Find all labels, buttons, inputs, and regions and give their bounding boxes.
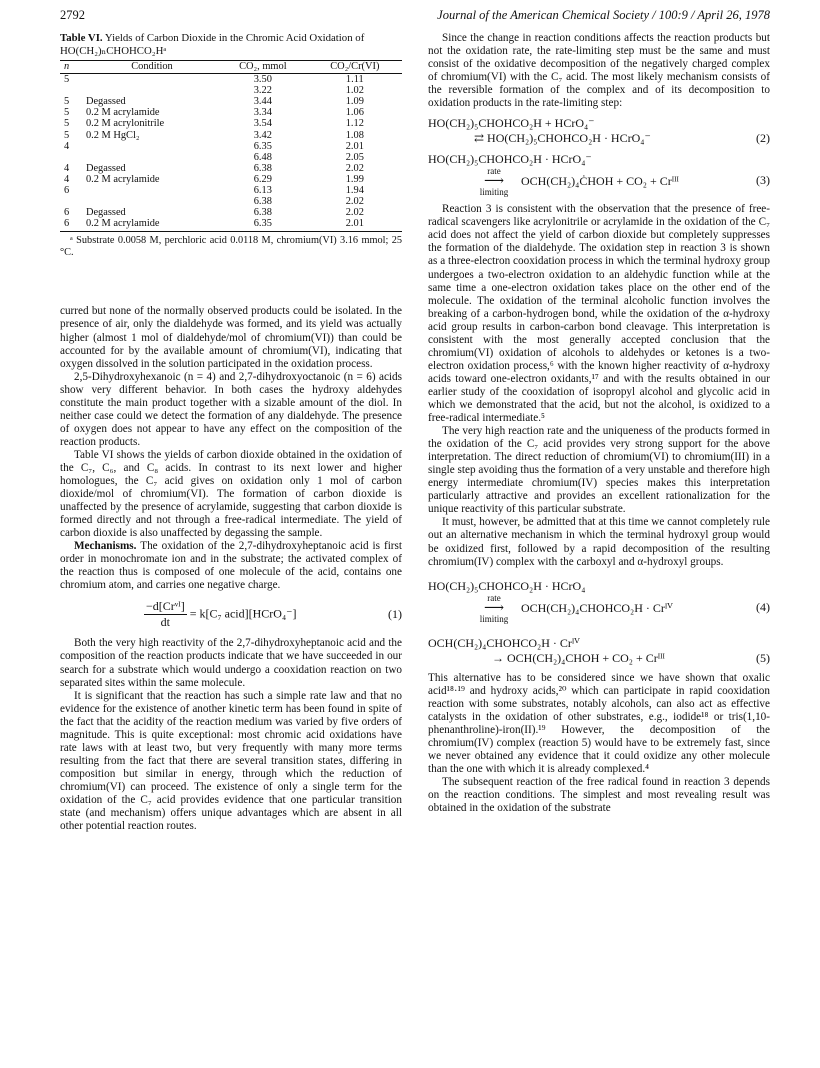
cell-condition [86,152,218,163]
col-header-condition: Condition [86,61,218,74]
cell-co2-cr-ratio: 2.02 [345,196,364,208]
arrow-label-bottom: limiting [479,613,509,624]
cell-condition: 0.2 M acrylamide [85,107,160,119]
table-caption [60,32,402,57]
table-row [60,218,402,232]
cell-co2-mmol: 6.35 [218,218,308,232]
cell-co2-cr-ratio: 2.02 [345,207,364,219]
cell-co2-cr-ratio: 2.01 [345,140,364,152]
cell-condition: 0.2 M acrylamide [85,173,160,185]
equation-line: OCH(CH₂)₄CHOHCO₂H · Crᴵⱽ [428,635,580,650]
equation-line [428,131,770,146]
cell-co2-mmol: 3.42 [253,129,272,141]
right-column [428,32,770,815]
cell-n: 4 [64,173,70,185]
paragraph: The subsequent reaction of the free radical found in reaction 3 depends on the reaction conditions. The simplest and most revealing result was obtained in the oxidation of the substrate [428,775,770,815]
equation-5 [428,636,770,666]
cell-condition [86,85,218,96]
cell-n [60,196,86,207]
fraction-denominator: dt [160,615,171,630]
cell-n: 4 [64,140,70,152]
arrow-label-top: rate [487,592,501,603]
cell-co2-cr-ratio: 2.01 [308,218,402,232]
running-header [60,8,770,26]
equation-number: (3) [756,173,770,188]
cell-n: 5 [64,107,70,119]
cell-n: 5 [64,118,70,130]
equation-number: (2) [756,131,770,146]
cell-co2-mmol: 3.50 [253,74,272,86]
cell-n: 5 [64,74,70,86]
arrow-icon: ⟶ [483,174,505,190]
cell-co2-mmol: 3.22 [253,85,272,97]
cell-co2-mmol: 6.48 [253,151,272,163]
equation-1 [60,599,402,630]
cell-co2-cr-ratio: 1.94 [345,185,364,197]
cell-condition [86,196,218,207]
cell-condition: 0.2 M acrylamide [86,218,218,232]
cell-condition: Degassed [85,96,126,108]
cell-co2-mmol: 3.44 [253,96,272,108]
journal-citation: Journal of the American Chemical Society / 100:9 / April 26, 1978 [437,8,770,22]
col-header-co2-mmol: CO₂, mmol [218,61,308,74]
cell-condition: 0.2 M HgCl₂ [85,129,140,141]
rate-limiting-arrow [470,594,518,624]
table-row [60,130,402,141]
table-body [60,74,402,232]
col-header-n: n [60,61,86,74]
table-label: Table VI. [60,32,103,44]
equation-text: → OCH(CH₂)₄CHOH + CO₂ + Crᴵᴵᴵ [492,650,665,665]
paragraph: It must, however, be admitted that at this time we cannot completely rule out an alternative mechanism in which the terminal hydroxyl group would be oxidized first, followed by a rapid decomposition of the resulting chromium(IV) complex with the carboxyl and α-hydroxyl groups. [428,516,770,568]
paragraph: Table VI shows the yields of carbon dioxide obtained in the oxidation of the C₇, C₆, and C₈ acids. In contrast to its next lower and higher homologues, the C₇ acid gives on oxidation only 1 mol of carbon dioxide/mol of chromium(VI). The formation of carbon dioxide is unaffected by the presence of acrylamide, suggesting that carbon dioxide is formed directly and not through a free-radical intermediate. The yield of carbon dioxide is also unaffected by degassing the sample. [60,448,402,540]
equation-number: (4) [756,599,770,614]
cell-n: 5 [64,96,70,108]
table-row [60,85,402,96]
cell-condition [86,141,218,152]
rate-limiting-arrow [470,167,518,197]
arrow-icon: ⟶ [483,600,505,616]
cell-co2-mmol: 6.38 [253,207,272,219]
fraction-numerator: −d[Crᵛᴵ] [146,599,185,614]
table-row [60,141,402,152]
cell-co2-mmol: 6.38 [253,162,272,174]
paragraph: Both the very high reactivity of the 2,7-dihydroxyheptanoic acid and the composition of the reaction products indicate that we have succeeded in our search for a substrate which would undergo a cooxidation reaction on two separated sites within the same molecule. [60,637,402,689]
cell-co2-mmol: 6.38 [253,196,272,208]
equation-2 [428,116,770,146]
cell-n [60,85,86,96]
arrow-label-top: rate [487,166,501,177]
cell-co2-cr-ratio: 1.09 [345,96,364,108]
col-header-co2-cr-ratio: CO₂/Cr(VI) [308,61,402,74]
cell-n: 6 [64,185,70,197]
table-row [60,152,402,163]
cell-n: 5 [64,129,70,141]
cell-n: 6 [60,218,86,232]
table-row [60,107,402,118]
page-number: 2792 [60,8,85,22]
paragraph: This alternative has to be considered since we have shown that oxalic acid¹⁸·¹⁹ and hydroxy acids,²⁰ which can participate in rapid cooxidation reaction with some substrates, notably alcohols, can also act as effective catalysts in the oxidation of other substrates, e.g., iodide¹⁸ or tris(1,10-phenanthroline)-iron(II).¹⁹ However, the decomposition of the chromium(IV) complex (reaction 5) would have to be extremely fast, since we never obtained any evidence that it could oxidize any other molecule than the one with which it is already complexed.⁴ [428,671,770,775]
equation-number: (1) [388,607,402,622]
equation-number: (5) [756,650,770,665]
cell-co2-cr-ratio: 1.02 [345,85,364,97]
cell-co2-cr-ratio: 1.99 [345,173,364,185]
equation-3 [428,152,770,197]
cell-co2-cr-ratio: 2.05 [345,151,364,163]
cell-co2-mmol: 6.13 [253,185,272,197]
cell-condition: Degassed [85,207,126,219]
table-footnote: ᵃ Substrate 0.0058 M, perchloric acid 0.0118 M, chromium(VI) 3.16 mmol; 25 °C. [60,235,402,259]
equation-line: HO(CH₂)₅CHOHCO₂H · HCrO₄ [428,578,586,593]
cell-co2-cr-ratio: 1.06 [345,107,364,119]
table-row [60,118,402,129]
cell-co2-mmol: 3.34 [253,107,272,119]
cell-co2-mmol: 6.35 [253,140,272,152]
co2-yield-table [60,60,402,232]
rate-fraction [144,599,187,630]
table-header-row [60,61,402,74]
table-title: Yields of Carbon Dioxide in the Chromic Acid Oxidation of HO(CH₂)ₙCHOHCO₂Hᵃ [60,32,365,57]
paragraph: curred but none of the normally observed products could be isolated. In the presence of air, only the dialdehyde was formed, and its yield was actually higher (almost 1 mol of dialdehyde/mol of chromium(VI)) than could be accounted for by the available amount of chromium(VI), indicating that oxygen dissolved in the solution participated in the oxidation process. [60,305,402,370]
equation-line [428,167,770,197]
cell-n: 6 [64,207,70,219]
table-row [60,185,402,196]
cell-condition: Degassed [85,162,126,174]
equation-text: OCH(CH₂)₄ĊHOH + CO₂ + Crᴵᴵᴵ [521,174,679,189]
cell-co2-cr-ratio: 1.11 [345,74,364,86]
paragraph: Reaction 3 is consistent with the observation that the presence of free-radical scavengers like acrylonitrile or acrylamide in the oxidation of the C₇ acid does not affect the yield of carbon dioxide but completely suppresses the formation of the dialdehyde. The oxidation step in reaction 3 is shown as a three-electron cooxidation process in which the terminal hydroxy group undergoes a two-electron oxidation to an aldehydic function while at the same time a one-electron oxidation takes place on the other end of the molecule. The oxidation of the terminal alcoholic function involves the breaking of a carbon-hydrogen bond, while the oxidation of the α-hydroxy acid group results in carbon-carbon bond cleavage. This interpretation is consistent with the most generally accepted conclusion that the chromium(VI) oxidation of alcohols to aldehydes or ketones is a two-electron oxidation process,⁶ with the known higher reactivity of α-hydroxy acids toward one-electron oxidants,¹⁷ and with the results obtained in our earlier study of the cooxidation of isopropyl alcohol and glycolic acid in which we demonstrated that the acid, but not the alcohol, is oxidized to a free-radical intermediate.⁵ [428,203,770,425]
cell-condition [86,185,218,196]
equation-text: OCH(CH₂)₄CHOHCO₂H · Crᴵⱽ [521,600,673,615]
equation-4 [428,579,770,624]
equation-line: HO(CH₂)₅CHOHCO₂H · HCrO₄⁻ [428,152,592,167]
paragraph: 2,5-Dihydroxyhexanoic (n = 4) and 2,7-dihydroxyoctanoic (n = 6) acids show very different behavior. In both cases the hydroxy aldehydes constitute the main product together with a sizable amount of the diol. In neither case could we detect the formation of any dialdehyde. The presence of oxygen does not appear to have any effect on the composition of the reaction products. [60,370,402,448]
cell-condition: 0.2 M acrylonitrile [85,118,165,130]
paragraph: The very high reaction rate and the uniqueness of the products formed in the oxidation of the C₇ acid provides very strong support for the above interpretation. The direct reduction of chromium(VI) to chromium(III) in a single step avoiding thus the formation of a very unstable and therefore high energy intermediate chromium(IV) species makes this interpretation particularly attractive and provides an excellent rationalization for the unique reactivity of this particular substrate. [428,425,770,516]
equation-line [428,651,770,666]
table-row [60,163,402,174]
equation-text: ⇄ HO(CH₂)₅CHOHCO₂H · HCrO₄⁻ [474,131,651,146]
cell-co2-cr-ratio: 1.12 [345,118,364,130]
paragraph-text: The oxidation of the 2,7-dihydroxyheptanoic acid is first order in monochromate ion and in the substrate; the activated complex of the reaction thus is composed of one molecule of the acid, contains one chromium atom, and carries one negative charge. [60,540,402,592]
table-row [60,74,402,86]
cell-n [60,152,86,163]
equation-line: HO(CH₂)₅CHOHCO₂H + HCrO₄⁻ [428,116,595,131]
section-heading: Mechanisms. [74,540,137,553]
table-row [60,96,402,107]
arrow-label-bottom: limiting [479,187,509,198]
paragraph: Since the change in reaction conditions affects the reaction products but not the oxidation rate, the rate-limiting step must be the same and must consist of the oxidative decomposition of the negatively charged complex of chromium(VI) with the C₇ acid. The most likely mechanism consists of the reversible formation of the complex and of its decomposition to oxidation products in the rate-limiting step: [428,32,770,110]
cell-condition [86,74,218,86]
paragraph: It is significant that the reaction has such a simple rate law and that no evidence for the existence of another kinetic term has been found in spite of the fact that the acidity of the reaction medium was varied by five orders of magnitude. This is quite exceptional: most chromic acid oxidations have rate laws with at least two, but very frequently with many more terms resulting from the fact that there are several transition states, differing in composition but similar in energy, through which the reduction of chromium(VI) can proceed. The existence of only a single term for the oxidation of the C₇ acid provides evidence that one particular transition state (and mechanism) offers unique advantages which are absent in all other potential reaction routes. [60,689,402,833]
rate-law: = k[C₇ acid][HCrO₄⁻] [189,606,297,621]
cell-n: 4 [64,162,70,174]
table-row [60,207,402,218]
equation-line [428,594,770,624]
table-row [60,196,402,207]
left-column [60,32,402,833]
cell-co2-mmol: 6.29 [253,173,272,185]
paragraph [60,540,402,592]
cell-co2-cr-ratio: 1.08 [345,129,364,141]
table-row [60,174,402,185]
cell-co2-cr-ratio: 2.02 [345,162,364,174]
cell-co2-mmol: 3.54 [253,118,272,130]
